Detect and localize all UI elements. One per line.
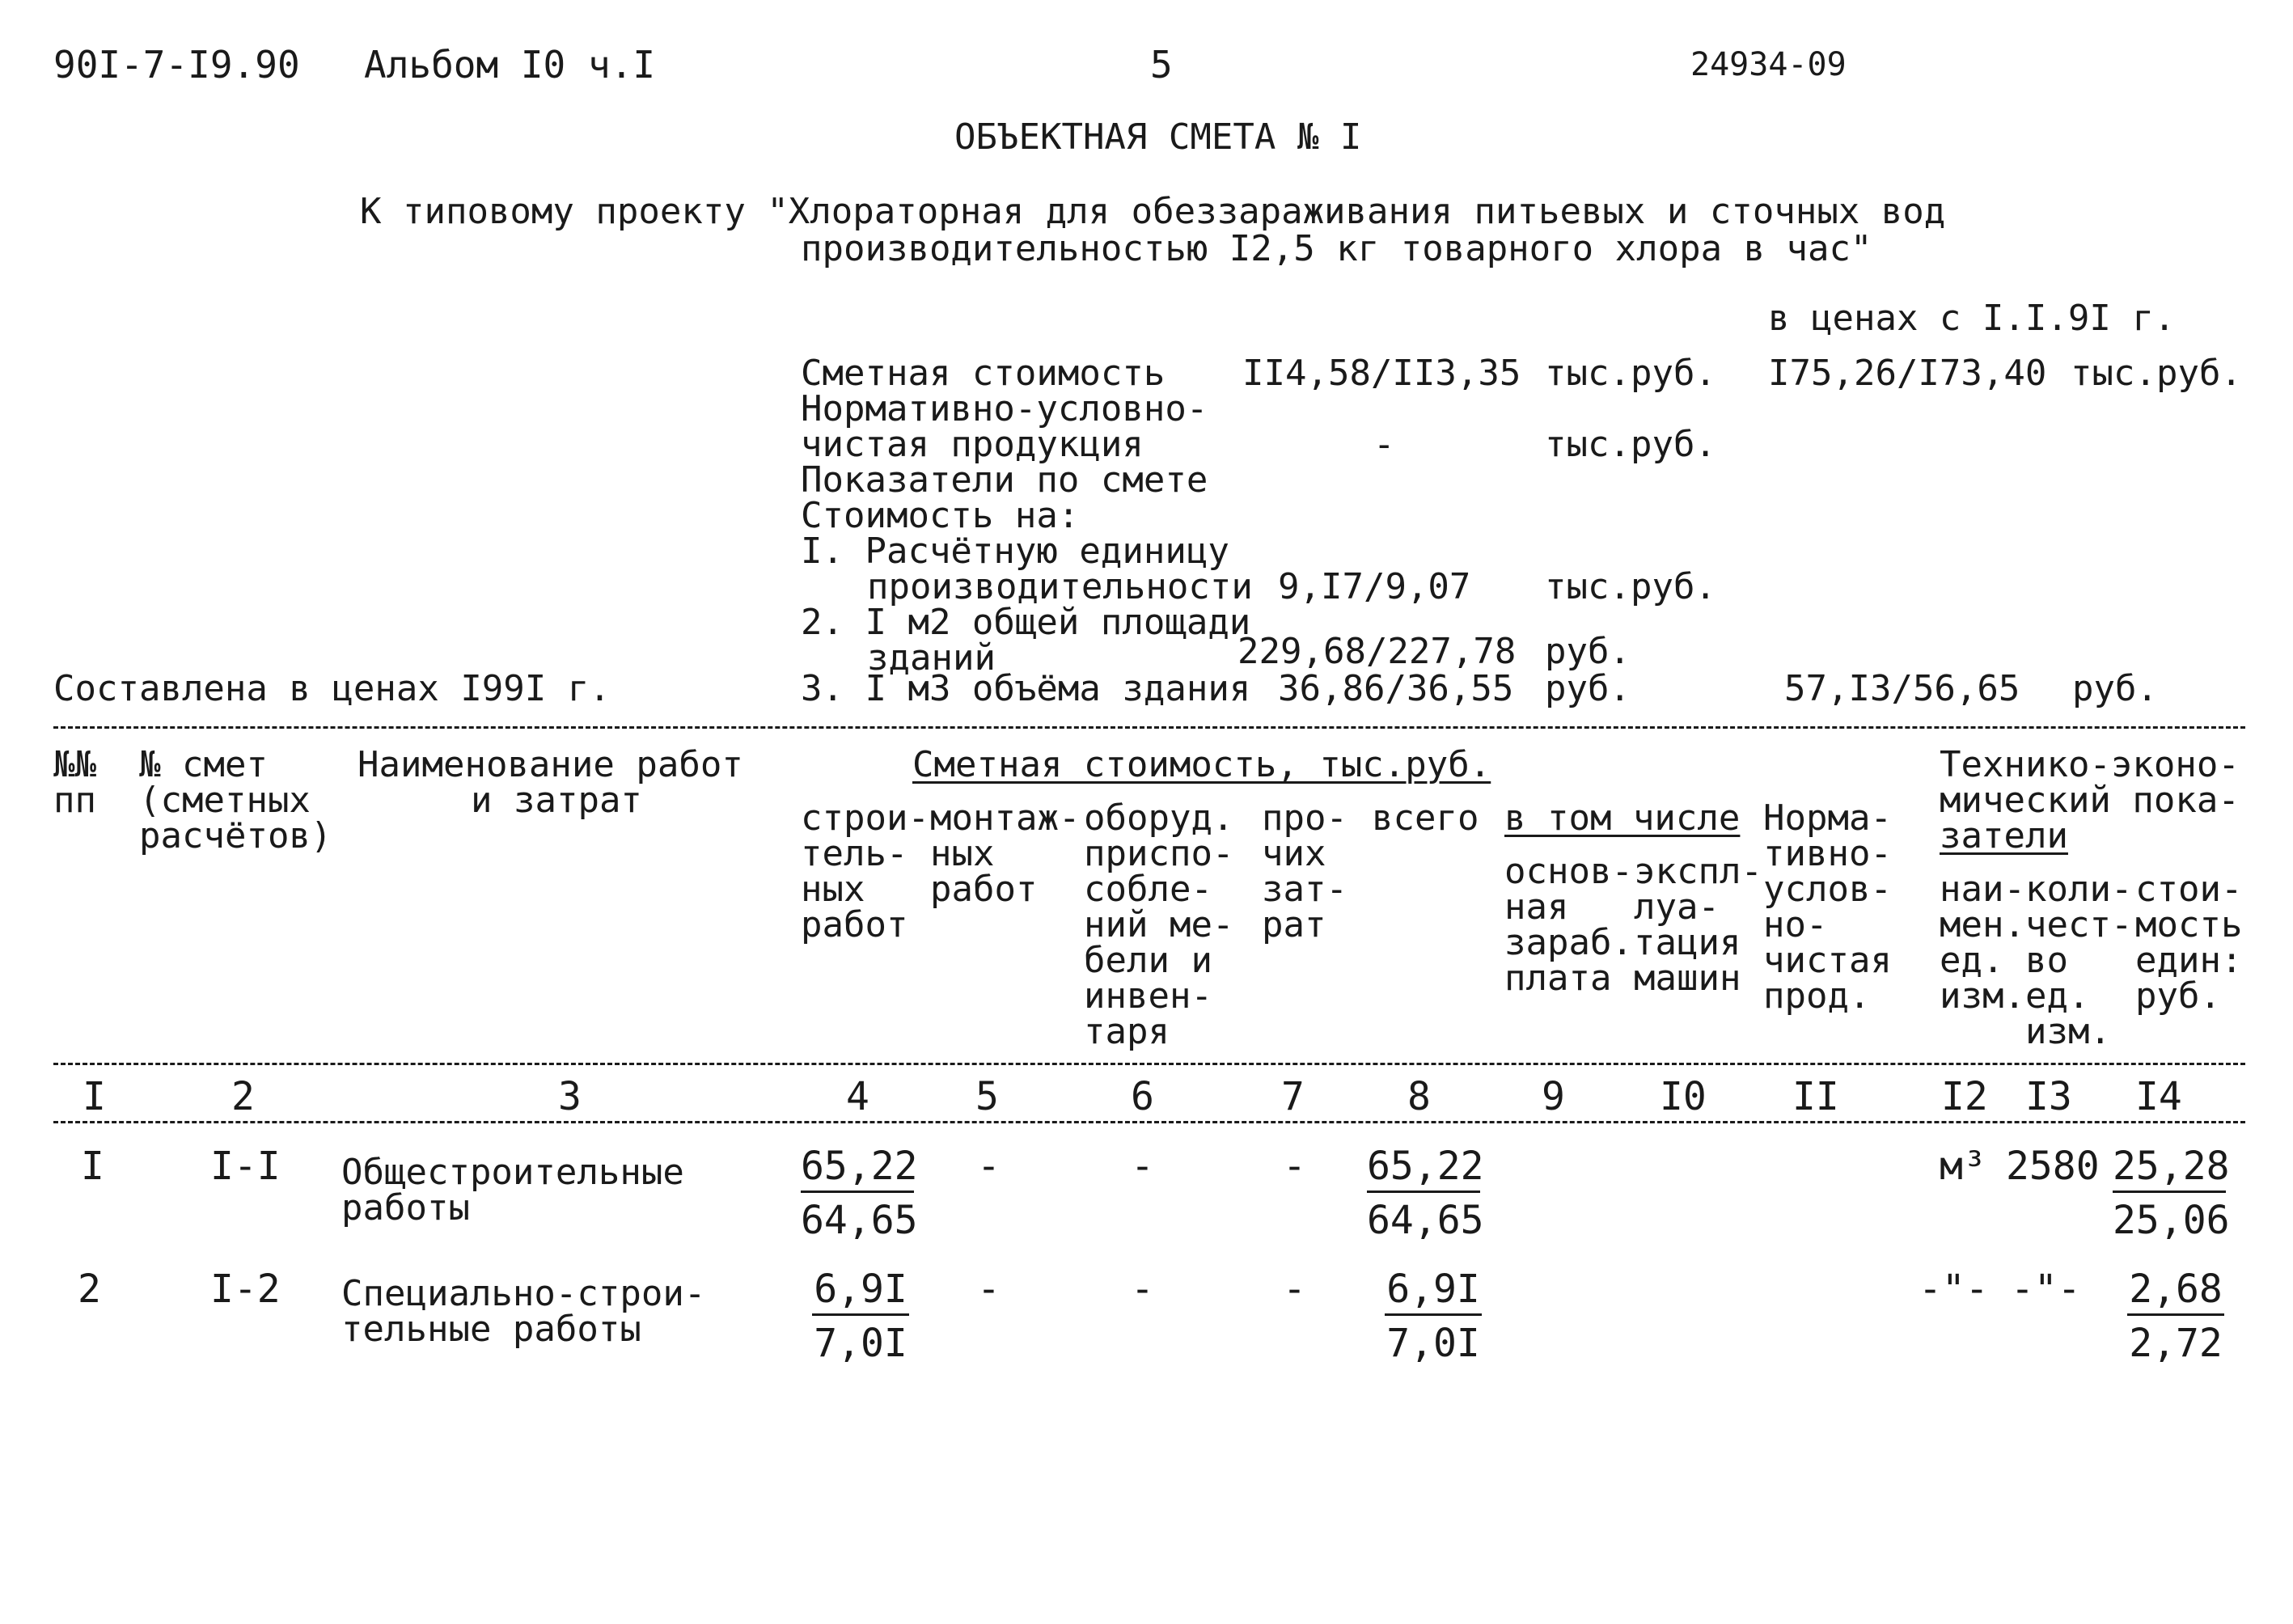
column-numbers-rule (53, 1121, 2245, 1123)
header-col-6-l1: оборуд. (1084, 797, 1234, 839)
table-row-1-name-l1: Общестроительные (341, 1152, 684, 1193)
header-col-6-l6: инвен- (1084, 975, 1212, 1017)
item3-unit-new: руб. (2072, 668, 2158, 709)
header-group-tech-l1: Технико-эконо- (1940, 744, 2240, 785)
prices-note: в ценах с I.I.9I г. (1768, 298, 2176, 339)
header-group-tech-l2: мический пока- (1940, 780, 2240, 821)
table-row-2-c8-top: 6,9I (1385, 1270, 1482, 1316)
item3-value-new: 57,I3/56,65 (1784, 668, 2020, 709)
table-row-2-c14 (2127, 1267, 2224, 1366)
table-row-2-name-l1: Специально-строи- (341, 1273, 706, 1314)
item1-label-1: I. Расчётную единицу (801, 531, 1229, 572)
table-row-1-c4-bottom: 64,65 (801, 1198, 918, 1243)
table-row-1-c13: 2580 (2006, 1144, 2100, 1189)
cost-label: Сметная стоимость (801, 353, 1166, 394)
header-col-2-l3: расчётов) (139, 815, 332, 856)
header-col-4-l4: работ (801, 904, 908, 945)
header-col-5-l2: ных (930, 833, 995, 874)
header-col-5-l3: работ (930, 869, 1038, 910)
header-col-9-l1: основ- (1504, 851, 1633, 892)
cost-unit: тыс.руб. (1545, 353, 1716, 394)
item2-label-1: 2. I м2 общей площади (801, 602, 1251, 643)
item3-value: 36,86/36,55 (1278, 668, 1514, 709)
table-row-2-c8-bottom: 7,0I (1386, 1321, 1480, 1366)
header-group-tech-l3: затели (1940, 815, 2068, 856)
subtitle-line-2: производительностью I2,5 кг товарного хлора в час" (801, 228, 1872, 269)
header-col-11-l2: тивно- (1763, 833, 1892, 874)
header-col-9 (1504, 851, 1633, 999)
column-number-7: 7 (1281, 1074, 1305, 1119)
header-col-13-l3: во (2025, 940, 2068, 981)
cost-value: II4,58/II3,35 (1242, 353, 1521, 394)
net-unit: тыс.руб. (1545, 424, 1716, 465)
header-col-10-l3: тация (1634, 922, 1741, 963)
table-row-1-c5: - (977, 1144, 1001, 1189)
item1-value: 9,I7/9,07 (1278, 566, 1471, 607)
header-col-14-l1: стои- (2135, 869, 2243, 910)
header-bottom-rule (53, 1063, 2245, 1065)
cost-unit-new: тыс.руб. (2071, 353, 2242, 394)
header-col-6-l7: таря (1084, 1011, 1170, 1052)
table-row-2-c13: -"- (2011, 1267, 2081, 1312)
header-col-4-l1: строи- (801, 797, 929, 839)
table-row-1-num: I (81, 1144, 104, 1189)
column-number-2: 2 (231, 1074, 255, 1119)
header-col-12-l4: изм. (1940, 975, 2025, 1017)
document-code: 90I-7-I9.90 (53, 43, 300, 87)
item2-value: 229,68/227,78 (1237, 631, 1517, 672)
table-row-2-c5: - (977, 1267, 1001, 1312)
net-label-1: Нормативно-условно- (801, 388, 1208, 429)
composed-note: Составлена в ценах I99I г. (53, 668, 611, 709)
table-row-1-c8-top: 65,22 (1367, 1147, 1480, 1193)
header-col-11-l1: Норма- (1763, 797, 1892, 839)
table-row-1-c14 (2113, 1144, 2230, 1243)
document-title: ОБЪЕКТНАЯ СМЕТА № I (954, 116, 1362, 158)
item3-unit: руб. (1545, 668, 1631, 709)
table-row-2-c14-top: 2,68 (2127, 1270, 2224, 1316)
header-col-12-l1: наи- (1940, 869, 2025, 910)
header-col-6-l2: приспо- (1084, 833, 1234, 874)
table-row-2-c4 (812, 1267, 909, 1366)
table-row-1-c6: - (1131, 1144, 1154, 1189)
header-col-1 (53, 744, 96, 821)
header-col-14 (2135, 869, 2243, 1017)
header-col-12-l2: мен. (1940, 904, 2025, 945)
column-number-14: I4 (2135, 1074, 2182, 1119)
table-row-2-code: I-2 (210, 1267, 281, 1312)
item2-label-2: зданий (867, 637, 996, 679)
header-col-13 (2025, 869, 2133, 1052)
net-label-2: чистая продукция (801, 424, 1144, 465)
table-row-1-c8-bottom: 64,65 (1367, 1198, 1484, 1243)
album-label: Альбом I0 ч.I (364, 43, 656, 87)
header-col-4-l2: тель- (801, 833, 908, 874)
header-col-11 (1763, 797, 1892, 1017)
header-col-9-l3: зараб. (1504, 922, 1633, 963)
header-col-4-l3: ных (801, 869, 865, 910)
header-col-10-l1: экспл- (1634, 851, 1762, 892)
table-top-rule (53, 726, 2245, 729)
header-col-9-l4: плата (1504, 958, 1612, 999)
table-row-2-c4-top: 6,9I (812, 1270, 909, 1316)
header-col-10-l4: машин (1634, 958, 1741, 999)
table-row-1-name-l2: работы (341, 1187, 470, 1229)
table-row-1-c4 (801, 1144, 918, 1243)
header-col-3-l1: Наименование работ (357, 744, 743, 785)
table-row-2-c12: -"- (1919, 1267, 1989, 1312)
header-col-11-l6: прод. (1763, 975, 1871, 1017)
header-col-5-l1: монтаж- (930, 797, 1081, 839)
header-col-3-l2: и затрат (471, 780, 642, 821)
table-row-1-c14-bottom: 25,06 (2113, 1198, 2230, 1243)
header-col-1-l1: №№ (53, 744, 96, 785)
header-col-6 (1084, 797, 1234, 1052)
net-value: - (1373, 424, 1395, 465)
table-row-2-c8 (1385, 1267, 1482, 1366)
header-col-2 (139, 744, 332, 856)
table-row-2-c14-bottom: 2,72 (2129, 1321, 2223, 1366)
table-row-1-c8 (1367, 1144, 1484, 1243)
header-col-2-l2: (сметных (139, 780, 311, 821)
table-row-1-code: I-I (210, 1144, 281, 1189)
header-col-6-l4: ний ме- (1084, 904, 1234, 945)
header-col-6-l3: собле- (1084, 869, 1212, 910)
header-group-cost: Сметная стоимость, тыс.руб. (912, 744, 1491, 785)
table-row-1-c7: - (1283, 1144, 1306, 1189)
header-col-6-l5: бели и (1084, 940, 1212, 981)
header-col-3 (357, 744, 743, 821)
table-row-1-c12: м³ (1940, 1144, 1986, 1189)
archive-stamp: 24934-09 (1690, 46, 1847, 83)
header-col-11-l3: услов- (1763, 869, 1892, 910)
table-row-1-c14-top: 25,28 (2113, 1147, 2226, 1193)
header-col-14-l2: мость (2135, 904, 2243, 945)
header-group-incl: в том числе (1504, 797, 1741, 839)
item3-label: 3. I м3 объёма здания (801, 668, 1251, 709)
header-col-12 (1940, 869, 2025, 1017)
header-col-13-l1: коли- (2025, 869, 2133, 910)
header-col-13-l5: изм. (2025, 1011, 2111, 1052)
column-number-8: 8 (1407, 1074, 1431, 1119)
table-row-1-c4-top: 65,22 (801, 1147, 914, 1193)
header-col-14-l3: един: (2135, 940, 2243, 981)
item1-unit: тыс.руб. (1545, 566, 1716, 607)
header-col-13-l2: чест- (2025, 904, 2133, 945)
header-col-2-l1: № смет (139, 744, 268, 785)
column-number-4: 4 (846, 1074, 869, 1119)
table-row-2-c4-bottom: 7,0I (814, 1321, 907, 1366)
column-number-9: 9 (1542, 1074, 1565, 1119)
header-col-11-l5: чистая (1763, 940, 1892, 981)
cost-value-new: I75,26/I73,40 (1768, 353, 2047, 394)
page-number: 5 (1150, 43, 1173, 87)
column-number-5: 5 (975, 1074, 999, 1119)
header-col-4 (801, 797, 929, 945)
header-col-12-l3: ед. (1940, 940, 2004, 981)
column-number-13: I3 (2025, 1074, 2072, 1119)
header-group-tech (1940, 744, 2240, 856)
column-number-6: 6 (1131, 1074, 1154, 1119)
header-col-8: всего (1372, 797, 1479, 839)
header-col-10-l2: луа- (1634, 886, 1720, 928)
subtitle-line-1: К типовому проекту "Хлораторная для обеззараживания питьевых и сточных вод (360, 191, 1946, 232)
table-row-2-c7: - (1283, 1267, 1306, 1312)
table-row-2-num: 2 (78, 1267, 101, 1312)
header-col-11-l4: но- (1763, 904, 1828, 945)
header-col-7 (1262, 797, 1347, 945)
column-number-11: II (1792, 1074, 1839, 1119)
header-col-7-l4: рат (1262, 904, 1326, 945)
header-col-13-l4: ед. (2025, 975, 2090, 1017)
column-number-1: I (82, 1074, 106, 1119)
table-row-2-name (341, 1273, 706, 1350)
header-col-1-l2: пп (53, 780, 96, 821)
table-row-2-c6: - (1131, 1267, 1154, 1312)
header-col-7-l3: зат- (1262, 869, 1347, 910)
column-number-12: I2 (1941, 1074, 1988, 1119)
table-row-2-name-l2: тельные работы (341, 1309, 641, 1350)
indicators-label: Показатели по смете (801, 459, 1208, 501)
cost-per-label: Стоимость на: (801, 495, 1080, 536)
column-number-10: I0 (1660, 1074, 1707, 1119)
column-number-3: 3 (558, 1074, 582, 1119)
header-col-10 (1634, 851, 1762, 999)
item2-unit: руб. (1545, 631, 1631, 672)
table-row-1-name (341, 1152, 684, 1229)
header-col-7-l2: чих (1262, 833, 1326, 874)
header-col-5 (930, 797, 1081, 910)
header-col-7-l1: про- (1262, 797, 1347, 839)
header-col-14-l4: руб. (2135, 975, 2221, 1017)
header-col-9-l2: ная (1504, 886, 1569, 928)
item1-label-2: производительности (867, 566, 1253, 607)
